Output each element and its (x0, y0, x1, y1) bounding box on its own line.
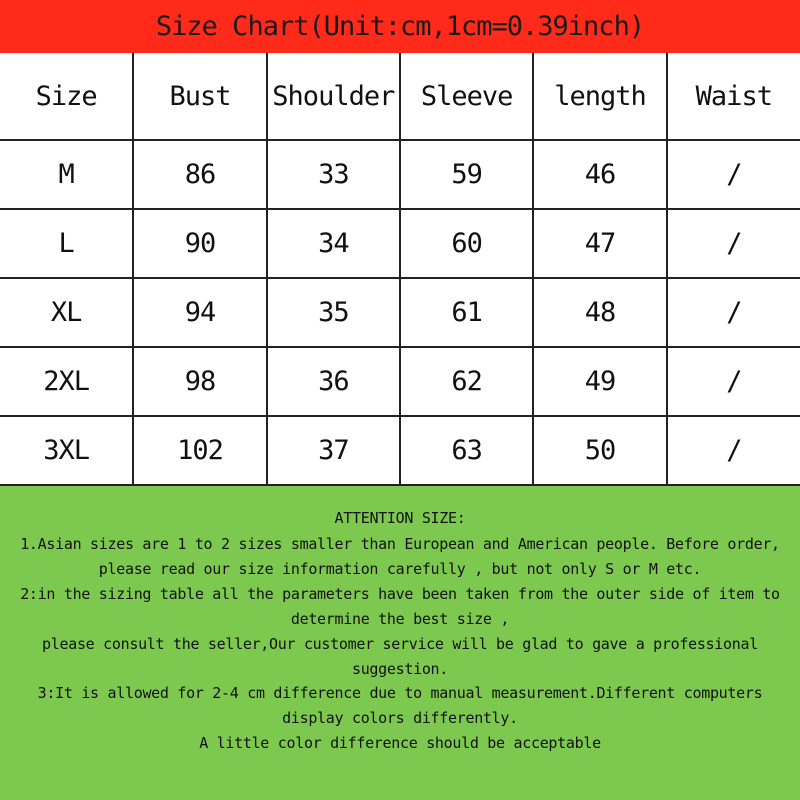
bust-cell: 102 (133, 416, 266, 485)
size-cell: 3XL (0, 416, 133, 485)
table-row (0, 416, 800, 485)
table-header-row (0, 53, 800, 140)
bust-cell: 98 (133, 347, 266, 416)
size-cell: XL (0, 278, 133, 347)
column-header-length: length (533, 53, 666, 140)
bust-cell: 94 (133, 278, 266, 347)
length-cell: 50 (533, 416, 666, 485)
column-header-shoulder: Shoulder (267, 53, 400, 140)
shoulder-cell: 37 (267, 416, 400, 485)
note-line: display colors differently. (282, 709, 518, 727)
column-header-sleeve: Sleeve (400, 53, 533, 140)
note-line: please consult the seller,Our customer service will be glad to gave a professional (42, 635, 758, 653)
attention-notes (0, 486, 800, 800)
column-header-size: Size (0, 53, 133, 140)
waist-cell: / (667, 347, 800, 416)
sleeve-cell: 60 (400, 209, 533, 278)
table-row (0, 278, 800, 347)
shoulder-cell: 35 (267, 278, 400, 347)
note-line: please read our size information carefully , but not only S or M etc. (98, 560, 702, 578)
size-chart-title: Size Chart(Unit:cm,1cm=0.39inch) (0, 0, 800, 53)
size-cell: 2XL (0, 347, 133, 416)
shoulder-cell: 36 (267, 347, 400, 416)
shoulder-cell: 34 (267, 209, 400, 278)
size-cell: M (0, 140, 133, 209)
note-line: suggestion. (351, 660, 449, 678)
length-cell: 47 (533, 209, 666, 278)
shoulder-cell: 33 (267, 140, 400, 209)
bust-cell: 86 (133, 140, 266, 209)
note-line: 1.Asian sizes are 1 to 2 sizes smaller than European and American people. Before order, (20, 535, 780, 553)
size-cell: L (0, 209, 133, 278)
note-line: A little color difference should be acceptable (199, 734, 601, 752)
note-line: determine the best size , (290, 610, 510, 628)
sleeve-cell: 63 (400, 416, 533, 485)
column-header-waist: Waist (667, 53, 800, 140)
table-row (0, 140, 800, 209)
sleeve-cell: 59 (400, 140, 533, 209)
length-cell: 49 (533, 347, 666, 416)
attention-heading: ATTENTION SIZE: (334, 509, 466, 527)
waist-cell: / (667, 416, 800, 485)
length-cell: 48 (533, 278, 666, 347)
waist-cell: / (667, 140, 800, 209)
waist-cell: / (667, 209, 800, 278)
note-line: 3:It is allowed for 2-4 cm difference due to manual measurement.Different computers (37, 684, 763, 702)
table-row (0, 347, 800, 416)
waist-cell: / (667, 278, 800, 347)
table-row (0, 209, 800, 278)
sleeve-cell: 61 (400, 278, 533, 347)
note-line: 2:in the sizing table all the parameters have been taken from the outer side of item to (20, 585, 780, 603)
size-table-container (0, 53, 800, 486)
size-table (0, 53, 800, 486)
sleeve-cell: 62 (400, 347, 533, 416)
bust-cell: 90 (133, 209, 266, 278)
length-cell: 46 (533, 140, 666, 209)
column-header-bust: Bust (133, 53, 266, 140)
